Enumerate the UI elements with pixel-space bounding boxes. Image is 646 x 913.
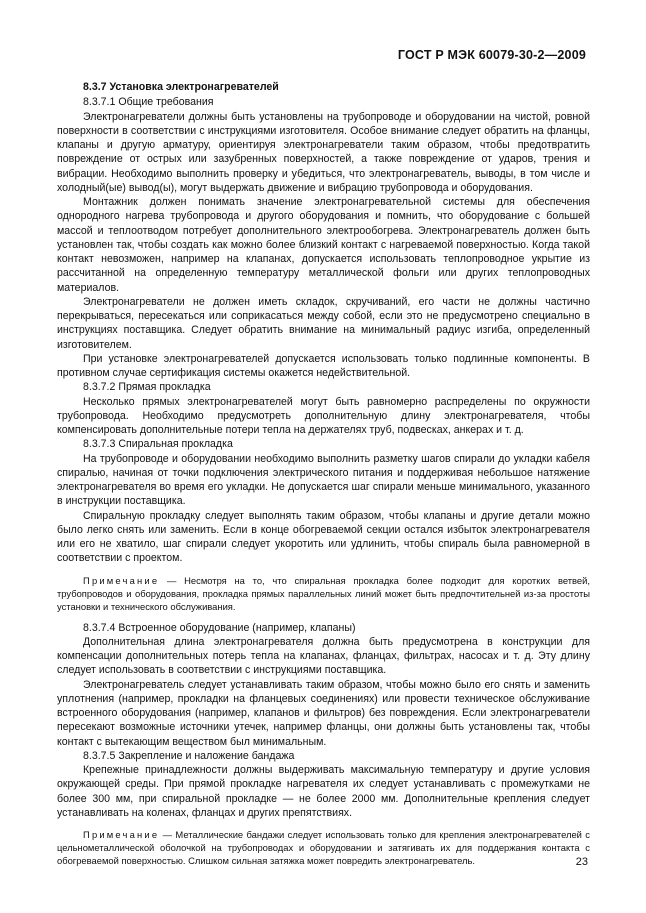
subsection-heading-inline-equipment: 8.3.7.4 Встроенное оборудование (например, клапаны) bbox=[83, 621, 356, 634]
paragraph: Несколько прямых электронагревателей могут быть равномерно распределены по окружности трубопровода. Необходимо предусмотреть дополнительную длину электронагревателя, чтобы компенсировать дополнительные потери тепла на держателях труб, подвесках, анкерах и т. д. bbox=[57, 395, 590, 436]
document-standard-id: ГОСТ Р МЭК 60079-30-2—2009 bbox=[397, 48, 586, 62]
page-number: 23 bbox=[575, 856, 588, 868]
note-label: Примечание bbox=[83, 574, 160, 586]
paragraph: Электронагреватель следует устанавливать таким образом, чтобы можно было его снять и заменить уплотнения (например, прокладки на фланцевых соединениях) или провести техническое обслуживание встроенного оборудования (например, клапанов и фильтров) без повреждения. Если электронагреватели пересекают возможные источники утечек, например фланцы, они должны быть установлены так, чтобы контакт с вытекающим веществом был минимальным. bbox=[57, 678, 590, 748]
subsection-heading-fastening: 8.3.7.5 Закрепление и наложение бандажа bbox=[83, 749, 295, 762]
paragraph: При установке электронагревателей допускается использовать только подлинные компоненты. В противном случае сертификация системы окажется недействительной. bbox=[57, 352, 590, 379]
paragraph: Спиральную прокладку следует выполнять таким образом, чтобы клапаны и другие детали можно было легко снять или заменить. Если в конце обогреваемой секции остался избыток электронагревателя или его не хватило, шаг спирали следует укоротить или удлинить, чтобы спираль была равномерной в соответствии с проектом. bbox=[57, 509, 590, 565]
subsection-heading-spiral: 8.3.7.3 Спиральная прокладка bbox=[83, 438, 233, 451]
note-label: Примечание bbox=[83, 829, 160, 840]
subsection-heading-general: 8.3.7.1 Общие требования bbox=[83, 96, 214, 109]
paragraph: Электронагреватели должны быть установлены на трубопроводе и оборудовании на чистой, ровной поверхности в соответствии с инструкциями изготовителя. Особое внимание следует обратить на фланцы, клапаны и другую арматуру, ориентируя электронагреватели таким образом, чтобы предотвратить повреждение от острых или зазубренных поверхностей, а также повреждение от ударов, трения и вибрации. Необходимо выполнить проверку и убедиться, что электронагреватель, выводы, в том числе и холодный(ые) вывод(ы), могут выдержать движение и вибрацию трубопровода и оборудования. bbox=[57, 110, 590, 194]
paragraph: Крепежные принадлежности должны выдерживать максимальную температуру и другие условия окружающей среды. При прямой прокладке нагревателя их следует устанавливать с промежутками не более 300 мм, при спиральной прокладке — не более 2000 мм. Дополнительные крепления следует устанавливать на коленах, фланцах и других препятствиях. bbox=[57, 764, 590, 819]
note-spiral bbox=[57, 574, 590, 613]
paragraph: Электронагреватели не должен иметь складок, скручиваний, его части не должны частично перекрываться, пересекаться или соприкасаться между собой, если это не предусмотрено специально в инструкциях поставщика. Следует обратить внимание на минимальный радиус изгиба, определенный изготовителем. bbox=[57, 295, 590, 351]
paragraph: Дополнительная длина электронагревателя должна быть предусмотрена в конструкции для компенсации дополнительных потерь тепла на клапанах, фланцах, фильтрах, насосах и т. д. Эту длину следует использовать в соответствии с инструкциями поставщика. bbox=[57, 635, 590, 677]
paragraph: На трубопроводе и оборудовании необходимо выполнить разметку шагов спирали до укладки кабеля спиралью, начиная от точки подключения электрического питания и поддерживая небольшое натяжение электронагревателя во время его укладки. Не допускается шаг спирали меньше минимального, указанного в инструкции поставщика. bbox=[57, 452, 590, 508]
section-title: 8.3.7 Установка электронагревателей bbox=[83, 81, 279, 93]
note-text: — Несмотря на то, что спиральная прокладка более подходит для коротких ветвей, трубопроводов и оборудования, прокладка прямых параллельных линий может быть предпочтительней из-за простоты установки и технического обслуживания. bbox=[57, 574, 590, 612]
document-body bbox=[57, 80, 590, 875]
note-banding bbox=[57, 828, 590, 867]
note-text: — Металлические бандажи следует использовать только для крепления электронагревателей с цельнометаллической оболочкой на трубопроводах и оборудовании и затягивать их для поддержания контакта с обогреваемой поверхностью. Слишком сильная затяжка может повредить электронагреватель. bbox=[57, 829, 590, 866]
paragraph: Монтажник должен понимать значение электронагревательной системы для обеспечения однородного нагрева трубопровода и другого оборудования и помнить, что оборудование с большей массой и теплоотводом потребует дополнительного электрообогрева. Электронагреватель должен быть установлен так, чтобы создать как можно более близкий контакт с нагреваемой поверхностью. Когда такой контакт невозможен, например на клапанах, допускается использовать теплопроводное укрытие из рассчитанной на определенную температуру металлической фольги или других теплопроводных материалов. bbox=[57, 196, 590, 294]
subsection-heading-straight: 8.3.7.2 Прямая прокладка bbox=[83, 381, 211, 394]
